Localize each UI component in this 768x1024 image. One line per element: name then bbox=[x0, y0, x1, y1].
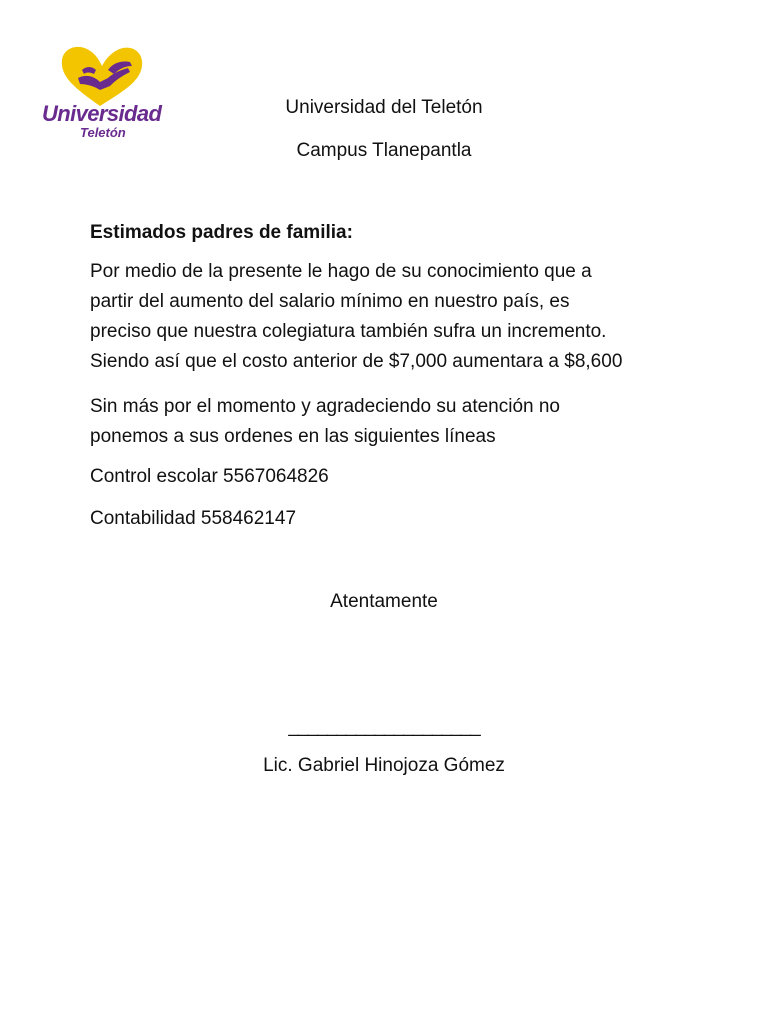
contact-accounting: Contabilidad 558462147 bbox=[90, 508, 297, 529]
paragraph-line: Por medio de la presente le hago de su conocimiento que a bbox=[90, 261, 592, 282]
paragraph-line: preciso que nuestra colegiatura también sufra un incremento. bbox=[90, 321, 607, 342]
paragraph-notice bbox=[90, 257, 690, 377]
paragraph-line: partir del aumento del salario mínimo en nuestro país, es bbox=[90, 291, 570, 312]
signature-line: ____________________ bbox=[288, 716, 480, 737]
paragraph-thanks bbox=[90, 392, 690, 452]
letter-greeting: Estimados padres de familia: bbox=[90, 222, 353, 243]
signer-name: Lic. Gabriel Hinojoza Gómez bbox=[263, 755, 505, 776]
logo-wordmark: Universidad bbox=[42, 101, 162, 126]
logo-subtitle: Teletón bbox=[80, 125, 126, 140]
campus-name: Campus Tlanepantla bbox=[296, 140, 472, 161]
contact-school-control: Control escolar 5567064826 bbox=[90, 466, 329, 487]
paragraph-line: Siendo así que el costo anterior de $7,000 aumentara a $8,600 bbox=[90, 351, 623, 372]
paragraph-line: Sin más por el momento y agradeciendo su atención no bbox=[90, 396, 560, 417]
paragraph-line: ponemos a sus ordenes en las siguientes líneas bbox=[90, 426, 496, 447]
closing-text: Atentamente bbox=[330, 591, 438, 612]
institution-name: Universidad del Teletón bbox=[285, 97, 483, 118]
